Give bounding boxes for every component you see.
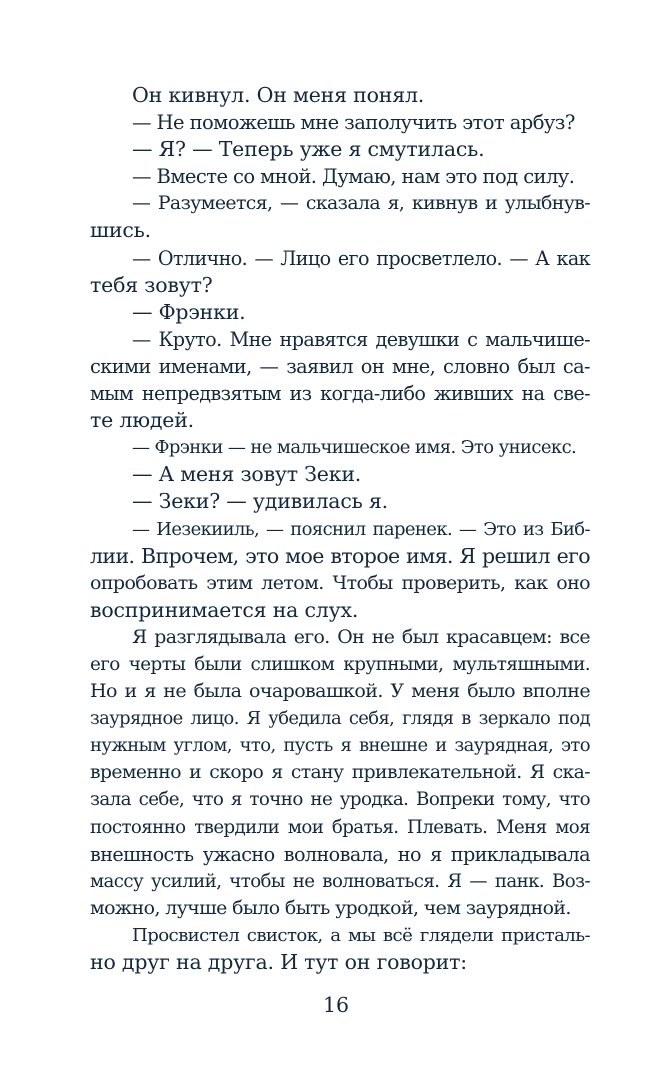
- text-line: но друг на друга. И тут он говорит:: [90, 950, 467, 974]
- text-line: его черты были слишком крупными, мультяшными.: [90, 653, 590, 675]
- page-number: 16: [322, 993, 350, 1017]
- text-line: внешность ужасно волновала, но я прикладывала: [90, 842, 590, 866]
- text-line: — Не поможешь мне заполучить этот арбуз?: [132, 111, 575, 135]
- text-line: Просвистел свисток, а мы всё глядели присталь-: [132, 924, 590, 946]
- text-line: постоянно твердили мои братья. Плевать. Меня моя: [90, 816, 590, 838]
- body-text: [90, 82, 590, 976]
- text-line: мым непредвзятым из когда-либо живших на све-: [90, 382, 590, 406]
- text-line: — А меня зовут Зеки.: [132, 462, 362, 487]
- text-line: скими именами, — заявил он мне, словно был са-: [90, 354, 590, 378]
- text-line: можно, лучше было быть уродкой, чем заурядной.: [90, 896, 571, 919]
- text-line: Но и я не была очаровашкой. У меня было вполне: [90, 680, 590, 703]
- text-line: лии. Впрочем, это мое второе имя. Я решил его: [90, 543, 590, 568]
- text-line: массу усилий, чтобы не волноваться. Я — панк. Воз-: [90, 870, 590, 892]
- text-line: — Я? — Теперь уже я смутилась.: [132, 137, 485, 162]
- text-line: — Отлично. — Лицо его просветлело. — А как: [132, 246, 590, 270]
- text-line: Я разглядывала его. Он не был красавцем: все: [132, 625, 590, 648]
- text-line: заурядное лицо. Я убедила себя, глядя в зеркало под: [90, 708, 590, 730]
- text-line: — Разумеется, — сказала я, кивнув и улыбнув-: [132, 192, 590, 215]
- text-line: воспринимается на слух.: [90, 597, 359, 622]
- text-line: Он кивнул. Он меня понял.: [132, 83, 425, 107]
- text-line: временно и скоро я стану привлекательной. Я ска-: [90, 762, 590, 784]
- text-line: шись.: [90, 218, 151, 243]
- text-line: — Иезекииль, — пояснил паренек. — Это из Биб-: [132, 518, 590, 540]
- text-line: нужным углом, что, пусть я внешне и заурядная, это: [90, 735, 590, 757]
- text-line: — Зеки? — удивилась я.: [132, 489, 388, 514]
- text-line: — Фрэнки.: [132, 299, 246, 324]
- text-line: — Фрэнки — не мальчишеское имя. Это унисекс.: [132, 437, 577, 459]
- text-line: опробовать этим летом. Чтобы проверить, как оно: [90, 571, 590, 594]
- text-line: те людей.: [90, 408, 194, 433]
- text-line: — Вместе со мной. Думаю, нам это под силу.: [132, 165, 575, 189]
- text-line: — Круто. Мне нравятся девушки с мальчише-: [132, 327, 590, 351]
- text-line: зала себе, что я точно не уродка. Вопреки тому, что: [90, 789, 590, 811]
- text-line: тебя зовут?: [90, 272, 213, 297]
